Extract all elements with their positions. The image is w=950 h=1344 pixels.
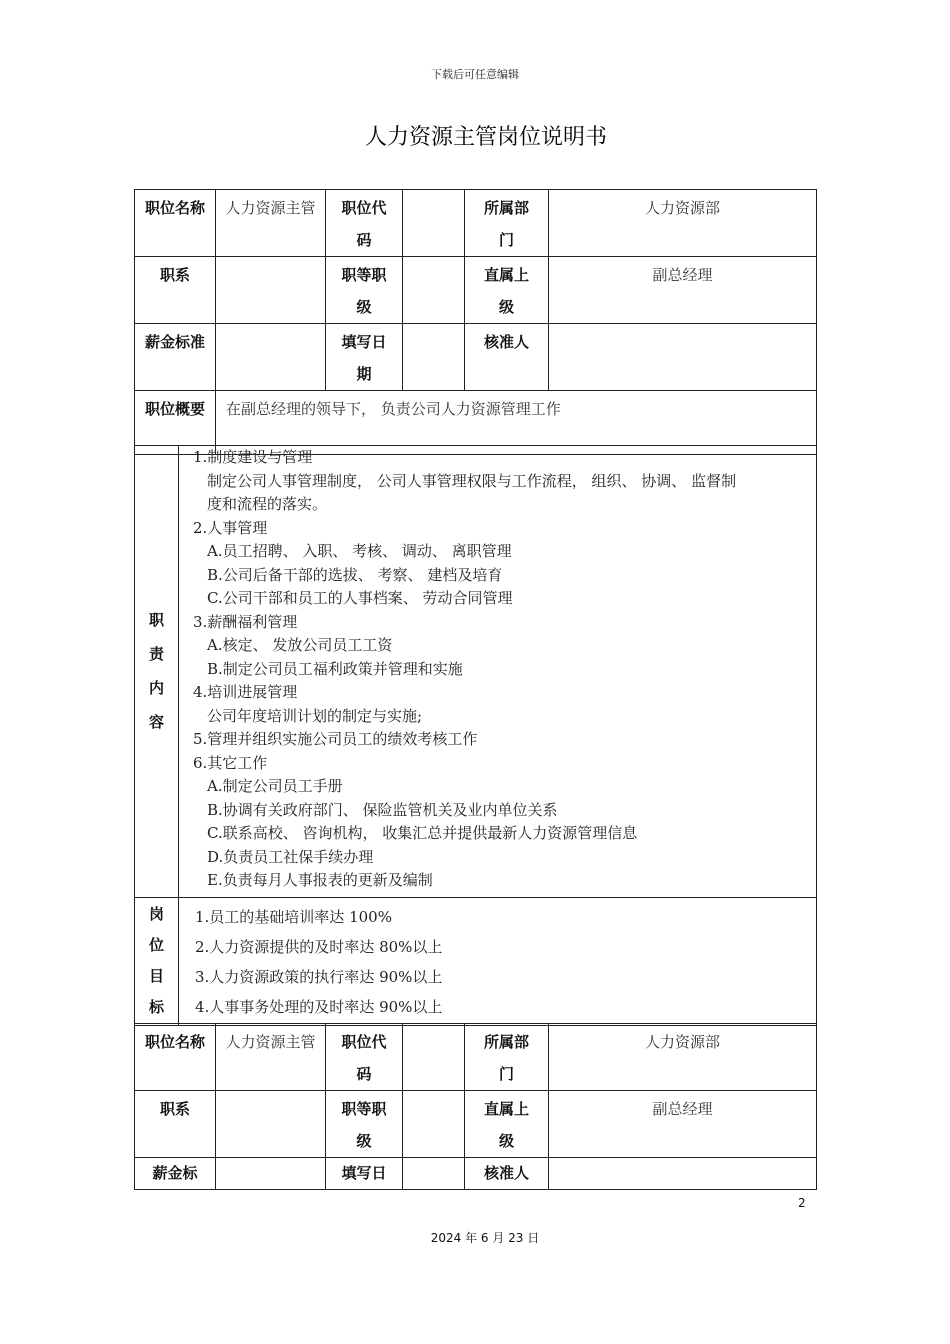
value-approver (549, 1158, 816, 1160)
duty-line: B.制定公司员工福利政策并管理和实施 (207, 659, 463, 678)
duty-line: D.负责员工社保手续办理 (207, 847, 374, 866)
value-department: 人力资源部 (644, 199, 720, 217)
value-supervisor: 副总经理 (652, 1100, 713, 1118)
value-job-family (216, 257, 325, 259)
label-duties: 职责内容 (149, 611, 165, 732)
label-approver: 核准人 (483, 1164, 529, 1182)
goal-line: 2.人力资源提供的及时率达 80%以上 (195, 937, 443, 956)
label-approver: 核准人 (483, 333, 529, 351)
job-description-table-repeat (134, 1023, 817, 1190)
goal-line: 4.人事事务处理的及时率达 90%以上 (195, 997, 443, 1016)
label-job-family: 职系 (159, 266, 190, 284)
duty-line: 2.人事管理 (193, 518, 268, 537)
label-grade: 职等职级 (341, 1100, 387, 1150)
label-supervisor: 直属上级 (483, 266, 529, 316)
job-description-table (134, 189, 817, 455)
value-approver (549, 324, 816, 326)
label-position-code: 职位代码 (341, 199, 387, 249)
duties-table (134, 445, 817, 1026)
header-note: 下载后可任意编辑 (431, 68, 519, 81)
value-position-name: 人力资源主管 (225, 199, 316, 217)
goals-list (179, 898, 816, 1022)
label-job-family: 职系 (159, 1100, 190, 1118)
page-number: 2 (798, 1196, 806, 1210)
duty-line: 5.管理并组织实施公司员工的绩效考核工作 (193, 730, 478, 748)
document-title: 人力资源主管岗位说明书 (364, 125, 607, 150)
label-department: 所属部门 (483, 1033, 529, 1083)
duty-line: 3.薪酬福利管理 (193, 612, 298, 631)
duty-line: 4.培训进展管理 (193, 683, 298, 701)
duty-line: 6.其它工作 (193, 753, 268, 772)
duty-line: B.公司后备干部的选拔、 考察、 建档及培育 (207, 565, 503, 584)
footer-date: 2024 年 6 月 23 日 (430, 1231, 540, 1245)
value-salary-standard (216, 324, 325, 326)
duty-line: C.公司干部和员工的人事档案、 劳动合同管理 (207, 589, 513, 607)
duty-line: E.负责每月人事报表的更新及编制 (207, 871, 433, 889)
value-position-code (403, 190, 464, 192)
duty-line: A.核定、 发放公司员工工资 (207, 636, 393, 654)
duty-line: 制定公司人事管理制度， 公司人事管理权限与工作流程， 组织、 协调、 监督制 (207, 471, 737, 490)
goal-line: 1.员工的基础培训率达 100% (195, 907, 392, 926)
label-grade: 职等职级 (341, 266, 387, 316)
label-fill-date-partial: 填写日 (341, 1164, 387, 1182)
duties-list (179, 446, 816, 897)
value-department: 人力资源部 (644, 1033, 720, 1051)
duty-line: B.协调有关政府部门、 保险监管机关及业内单位关系 (207, 800, 558, 819)
value-fill-date (403, 324, 464, 326)
value-grade (403, 1091, 464, 1093)
goal-line: 3.人力资源政策的执行率达 90%以上 (195, 967, 443, 986)
label-position-name: 职位名称 (144, 199, 205, 217)
label-salary-standard: 薪金标准 (144, 333, 205, 351)
label-summary: 职位概要 (144, 400, 205, 418)
duty-line: A.制定公司员工手册 (207, 777, 343, 795)
value-position-name: 人力资源主管 (225, 1033, 316, 1051)
label-supervisor: 直属上级 (483, 1100, 529, 1150)
label-fill-date: 填写日期 (341, 333, 387, 383)
duty-line: 1.制度建设与管理 (193, 448, 313, 466)
value-position-code (403, 1024, 464, 1026)
label-salary-standard-partial: 薪金标 (152, 1164, 198, 1182)
value-supervisor: 副总经理 (652, 266, 713, 284)
label-position-name: 职位名称 (144, 1033, 205, 1051)
value-fill-date (403, 1158, 464, 1160)
duty-line: A.员工招聘、 入职、 考核、 调动、 离职管理 (207, 542, 512, 560)
label-goals: 岗位目标 (149, 905, 165, 1016)
duty-line: 公司年度培训计划的制定与实施; (207, 706, 423, 725)
value-salary-standard (216, 1158, 325, 1160)
value-job-family (216, 1091, 325, 1093)
value-grade (403, 257, 464, 259)
value-summary: 在副总经理的领导下， 负责公司人力资源管理工作 (226, 400, 561, 418)
duty-line: C.联系高校、 咨询机构， 收集汇总并提供最新人力资源管理信息 (207, 824, 638, 842)
label-position-code: 职位代码 (341, 1033, 387, 1083)
duty-line: 度和流程的落实。 (207, 495, 328, 513)
label-department: 所属部门 (483, 199, 529, 249)
